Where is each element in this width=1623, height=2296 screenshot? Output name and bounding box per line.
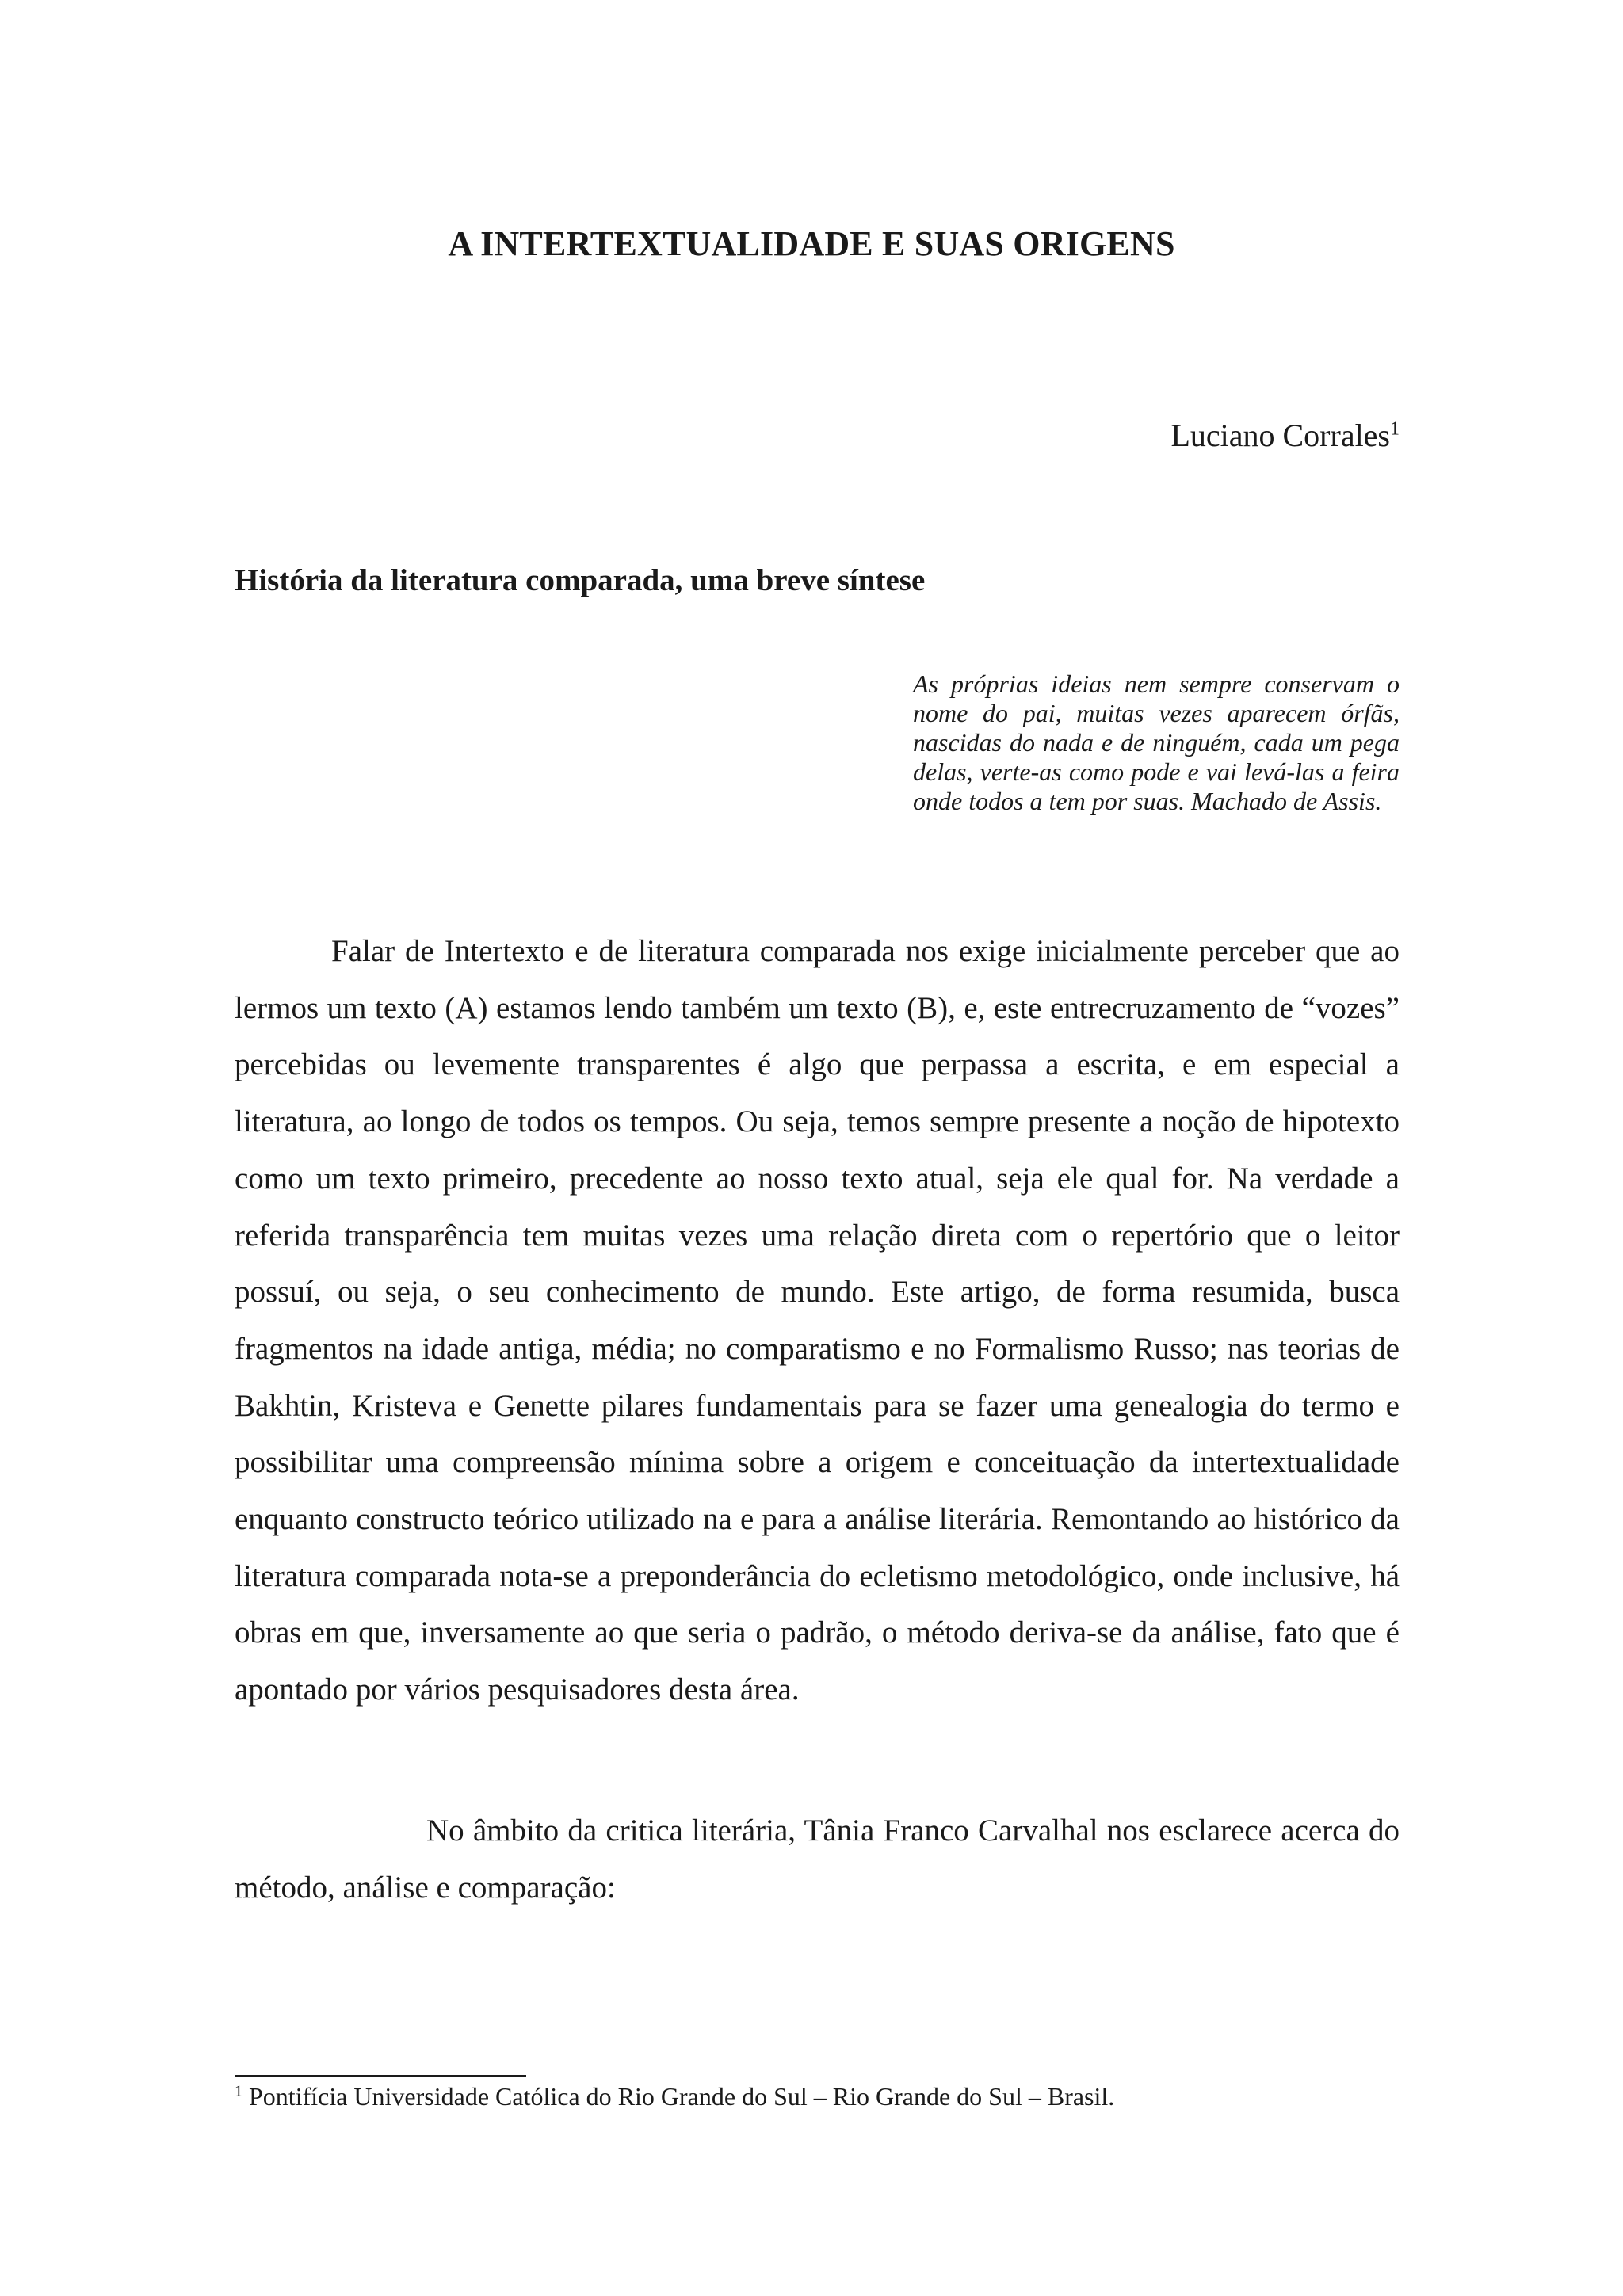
epigraph-attribution: Machado de Assis.: [1191, 787, 1382, 815]
author-name: Luciano Corrales: [1170, 418, 1390, 453]
author-footnote-marker: 1: [1390, 418, 1400, 440]
section-heading: História da literatura comparada, uma breve síntese: [235, 563, 926, 597]
footnote-divider: [235, 2075, 526, 2077]
body-paragraph-1: Falar de Intertexto e de literatura comparada nos exige inicialmente perceber que ao lermos um texto (A) estamos lendo também um texto (B), e, este entrecruzamento de “vozes” percebidas ou levemente transparentes é algo que perpassa a escrita, e em especial a literatura, ao longo de todos os tempos. Ou seja, temos sempre presente a noção de hipotexto como um texto primeiro, precedente ao nosso texto atual, seja ele qual for. Na verdade a referida transparência tem muitas vezes uma relação direta com o repertório que o leitor possuí, ou seja, o seu conhecimento de mundo. Este artigo, de forma resumida, busca fragmentos na idade antiga, média; no comparatismo e no Formalismo Russo; nas teorias de Bakhtin, Kristeva e Genette pilares fundamentais para se fazer uma genealogia do termo e possibilitar uma compreensão mínima sobre a origem e conceituação da intertextualidade enquanto constructo teórico utilizado na e para a análise literária. Remontando ao histórico da literatura comparada nota-se a preponderância do ecletismo metodológico, onde inclusive, há obras em que, inversamente ao que seria o padrão, o método deriva-se da análise, fato que é apontado por vários pesquisadores desta área.: [235, 934, 1400, 1707]
author-line: [1170, 417, 1400, 454]
footnote-marker: 1: [235, 2082, 242, 2100]
footnote-text: Pontifícia Universidade Católica do Rio Grande do Sul – Rio Grande do Sul – Brasil.: [249, 2082, 1115, 2111]
epigraph: [913, 669, 1400, 816]
footnote: [235, 2081, 1114, 2112]
epigraph-text: As próprias ideias nem sempre conservam o nome do pai, muitas vezes aparecem órfãs, nascidas do nada e de ninguém, cada um pega delas, verte-as como pode e vai levá-las a feira onde todos a tem por suas.: [913, 669, 1400, 815]
document-title: A INTERTEXTUALIDADE E SUAS ORIGENS: [448, 224, 1175, 263]
body-paragraph-2: No âmbito da critica literária, Tânia Franco Carvalhal nos esclarece acerca do método, análise e comparação:: [235, 1814, 1400, 1905]
